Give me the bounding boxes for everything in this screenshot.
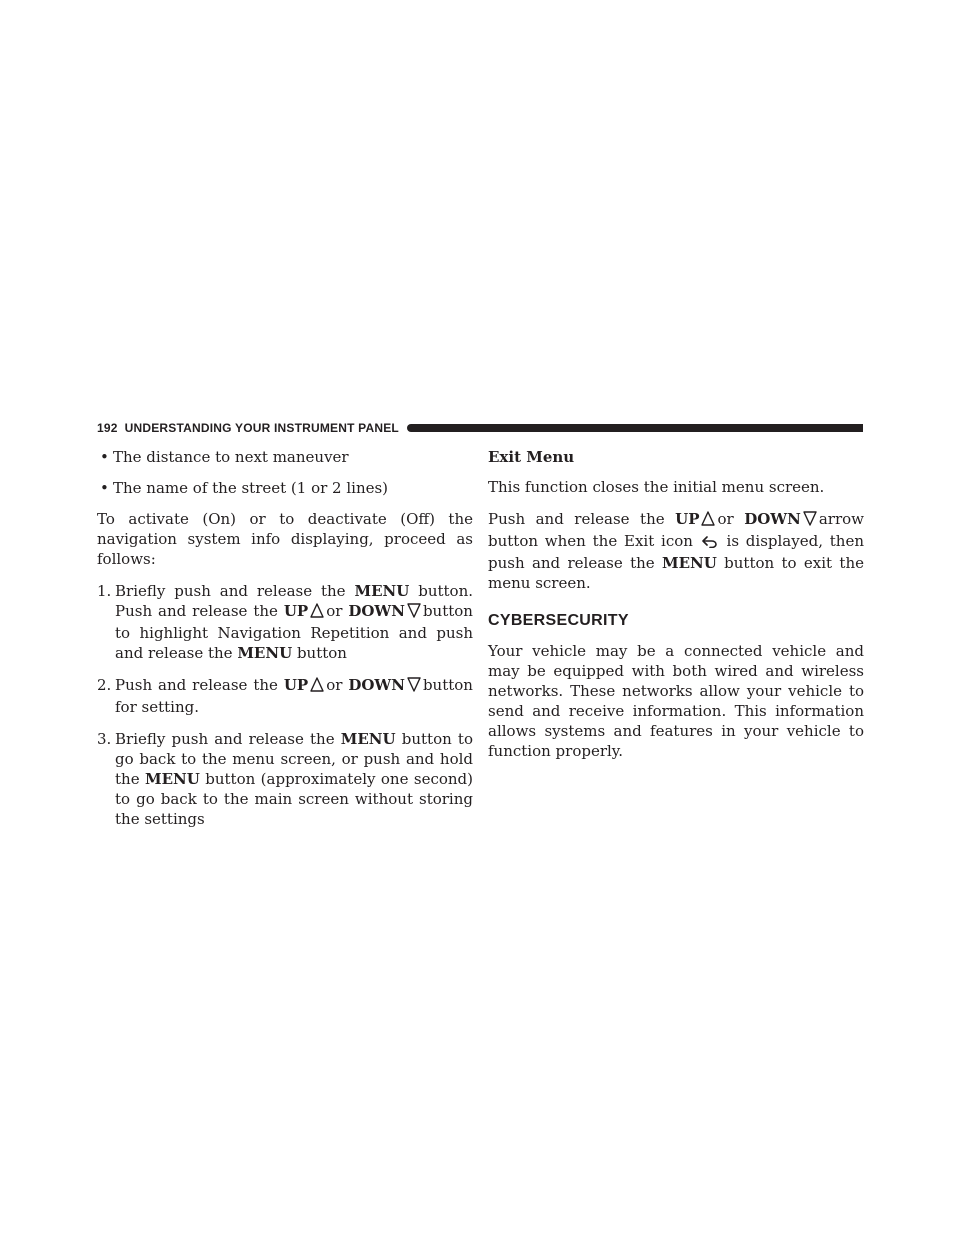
right-column [488, 447, 864, 773]
step-3 [97, 729, 473, 829]
bullet-dot: • [100, 448, 109, 466]
exit-menu-description: This function closes the initial menu screen. [488, 478, 825, 496]
down-triangle-icon [407, 677, 421, 697]
paragraph-text: is displayed, then push and release the [488, 532, 864, 572]
up-button-label: UP [283, 602, 309, 620]
up-triangle-icon [310, 677, 324, 697]
cybersecurity-heading: CYBERSECURITY [488, 612, 629, 629]
up-button-label: UP [675, 510, 700, 528]
page-header [97, 419, 863, 437]
step-text: button. Push and release the [115, 582, 473, 620]
down-button-label: DOWN [348, 676, 405, 694]
down-triangle-icon [407, 603, 421, 623]
section-title: UNDERSTANDING YOUR INSTRUMENT PANEL [124, 421, 399, 435]
step-number: 1. [97, 582, 112, 600]
down-button-label: DOWN [348, 602, 405, 620]
bullet-text: The name of the street (1 or 2 lines) [113, 479, 389, 497]
up-triangle-icon [310, 603, 324, 623]
step-text: button [296, 644, 347, 662]
menu-button-label: MENU [145, 770, 200, 788]
bullet-dot: • [100, 479, 109, 497]
step-text: or [326, 602, 343, 620]
paragraph-text: arrow button when the Exit icon [488, 510, 864, 550]
step-text: or [326, 676, 343, 694]
step-text: button (approximately one second) to go back to the main screen without storing the settings [115, 770, 473, 828]
menu-button-label: MENU [661, 554, 717, 572]
step-1 [97, 581, 473, 663]
paragraph-text: or [717, 510, 734, 528]
step-text: Briefly push and release the [115, 730, 335, 748]
step-2 [97, 675, 473, 717]
paragraph-text: button to exit the menu screen. [488, 554, 864, 592]
list-item [97, 478, 473, 498]
up-triangle-icon [701, 511, 715, 531]
left-column [97, 447, 473, 841]
header-rule [407, 424, 863, 432]
exit-menu-paragraph [488, 509, 864, 593]
exit-return-icon [702, 533, 718, 553]
step-text: button to highlight Navigation Repetition and push and release the [115, 602, 473, 662]
paragraph-text: Push and release the [488, 510, 665, 528]
menu-button-label: MENU [354, 582, 410, 600]
list-item [97, 447, 473, 467]
step-number: 3. [97, 730, 112, 748]
step-number: 2. [97, 676, 112, 694]
step-text: Push and release the [115, 676, 278, 694]
exit-menu-heading: Exit Menu [488, 448, 575, 466]
intro-paragraph: To activate (On) or to deactivate (Off) the navigation system info displaying, proceed as follows: [97, 510, 473, 568]
step-text: button for setting. [115, 676, 473, 716]
cybersecurity-paragraph: Your vehicle may be a connected vehicle and may be equipped with both wired and wireless networks. These networks allow your vehicle to send and receive information. This information allows systems and features in your vehicle to function properly. [488, 642, 864, 760]
up-button-label: UP [283, 676, 309, 694]
step-text: Briefly push and release the [115, 582, 346, 600]
page-number: 192 [97, 421, 118, 435]
menu-button-label: MENU [237, 644, 293, 662]
down-triangle-icon [803, 511, 817, 531]
down-button-label: DOWN [744, 510, 801, 528]
step-text: button to go back to the menu screen, or push and hold the [115, 730, 473, 788]
bullet-text: The distance to next maneuver [113, 448, 349, 466]
menu-button-label: MENU [340, 730, 396, 748]
